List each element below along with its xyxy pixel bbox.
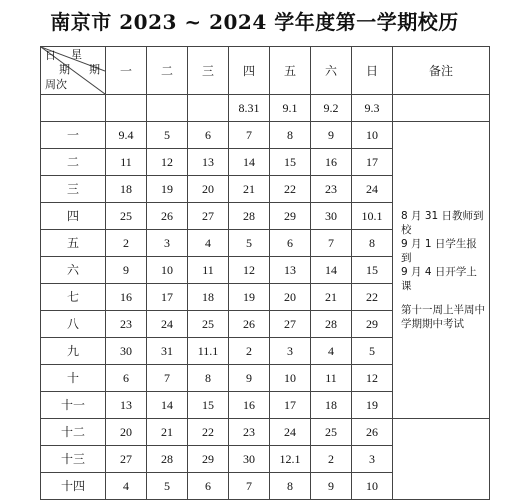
date-cell-sat: 28	[311, 311, 352, 338]
date-cell-thu: 7	[229, 122, 270, 149]
week-number-cell: 十四	[41, 473, 106, 500]
date-cell-sun: 22	[352, 284, 393, 311]
date-cell-sat: 2	[311, 446, 352, 473]
day-header-sun: 日	[352, 47, 393, 95]
note-line: 第十一周上半周中	[401, 304, 485, 316]
date-cell-fri: 24	[270, 419, 311, 446]
date-cell-wed: 29	[188, 446, 229, 473]
week-number-cell	[41, 95, 106, 122]
date-cell-sat: 11	[311, 365, 352, 392]
date-cell-tue: 14	[147, 392, 188, 419]
date-cell-sun: 19	[352, 392, 393, 419]
corner-label-xing: 星	[71, 48, 82, 61]
date-cell-tue: 12	[147, 149, 188, 176]
date-cell-mon: 9.4	[106, 122, 147, 149]
date-cell-sun: 12	[352, 365, 393, 392]
date-cell-thu: 7	[229, 473, 270, 500]
date-cell-thu: 2	[229, 338, 270, 365]
school-calendar-table	[40, 46, 490, 500]
date-cell-fri: 12.1	[270, 446, 311, 473]
notes-header: 备注	[393, 47, 490, 95]
date-cell-fri: 8	[270, 473, 311, 500]
date-cell-mon: 20	[106, 419, 147, 446]
date-cell-mon	[106, 95, 147, 122]
week-number-cell: 一	[41, 122, 106, 149]
date-cell-fri: 29	[270, 203, 311, 230]
date-cell-wed: 11.1	[188, 338, 229, 365]
date-cell-sat: 23	[311, 176, 352, 203]
date-cell-wed: 22	[188, 419, 229, 446]
corner-label-ri: 日	[45, 49, 56, 62]
date-cell-sun: 8	[352, 230, 393, 257]
date-cell-thu: 28	[229, 203, 270, 230]
date-cell-wed: 20	[188, 176, 229, 203]
date-cell-sat: 7	[311, 230, 352, 257]
date-cell-fri: 22	[270, 176, 311, 203]
date-cell-fri: 9.1	[270, 95, 311, 122]
date-cell-fri: 27	[270, 311, 311, 338]
date-cell-tue: 26	[147, 203, 188, 230]
date-cell-mon: 27	[106, 446, 147, 473]
date-cell-sat: 25	[311, 419, 352, 446]
day-header-tue: 二	[147, 47, 188, 95]
date-cell-wed: 6	[188, 473, 229, 500]
date-cell-fri: 15	[270, 149, 311, 176]
date-cell-mon: 11	[106, 149, 147, 176]
date-cell-tue: 17	[147, 284, 188, 311]
day-header-fri: 五	[270, 47, 311, 95]
page-title: 南京市 2023 ~ 2024 学年度第一学期校历	[50, 10, 459, 34]
date-cell-fri: 8	[270, 122, 311, 149]
date-cell-mon: 25	[106, 203, 147, 230]
date-cell-wed: 27	[188, 203, 229, 230]
notes-cell	[393, 122, 490, 419]
date-cell-sun: 17	[352, 149, 393, 176]
date-cell-fri: 20	[270, 284, 311, 311]
notes-spacer	[401, 293, 485, 303]
note-line: 9 月 4 日开学上课	[401, 266, 477, 292]
note-line: 学期期中考试	[401, 318, 464, 330]
date-cell-sun: 29	[352, 311, 393, 338]
day-header-wed: 三	[188, 47, 229, 95]
date-cell-tue: 3	[147, 230, 188, 257]
date-cell-sat: 9.2	[311, 95, 352, 122]
date-cell-wed: 18	[188, 284, 229, 311]
week-number-cell: 六	[41, 257, 106, 284]
week-number-cell: 十	[41, 365, 106, 392]
notes-lower-cell	[393, 419, 490, 500]
date-cell-sun: 15	[352, 257, 393, 284]
week-number-cell: 四	[41, 203, 106, 230]
week-number-cell: 十三	[41, 446, 106, 473]
date-cell-wed: 11	[188, 257, 229, 284]
date-cell-sun: 10	[352, 473, 393, 500]
week-number-cell: 三	[41, 176, 106, 203]
date-cell-wed: 13	[188, 149, 229, 176]
corner-header-cell	[41, 47, 106, 95]
calendar-week-row	[41, 122, 490, 149]
date-cell-sat: 4	[311, 338, 352, 365]
calendar-week-row	[41, 95, 490, 122]
date-cell-thu: 21	[229, 176, 270, 203]
date-cell-thu: 30	[229, 446, 270, 473]
date-cell-fri: 13	[270, 257, 311, 284]
date-cell-sun: 3	[352, 446, 393, 473]
day-header-mon: 一	[106, 47, 147, 95]
date-cell-sun: 9.3	[352, 95, 393, 122]
date-cell-mon: 9	[106, 257, 147, 284]
day-header-sat: 六	[311, 47, 352, 95]
week-number-cell: 十一	[41, 392, 106, 419]
calendar-week-row	[41, 419, 490, 446]
week-number-cell: 二	[41, 149, 106, 176]
day-header-thu: 四	[229, 47, 270, 95]
date-cell-thu: 8.31	[229, 95, 270, 122]
date-cell-wed: 6	[188, 122, 229, 149]
date-cell-tue	[147, 95, 188, 122]
date-cell-thu: 5	[229, 230, 270, 257]
date-cell-thu: 14	[229, 149, 270, 176]
date-cell-mon: 16	[106, 284, 147, 311]
date-cell-sat: 18	[311, 392, 352, 419]
date-cell-mon: 2	[106, 230, 147, 257]
date-cell-mon: 30	[106, 338, 147, 365]
week-number-cell: 七	[41, 284, 106, 311]
date-cell-thu: 16	[229, 392, 270, 419]
date-cell-fri: 10	[270, 365, 311, 392]
date-cell-tue: 19	[147, 176, 188, 203]
corner-label-zhouci: 周次	[45, 78, 67, 91]
date-cell-sun: 26	[352, 419, 393, 446]
calendar-body	[41, 95, 490, 500]
date-cell-sun: 5	[352, 338, 393, 365]
week-number-cell: 五	[41, 230, 106, 257]
header-row	[41, 47, 490, 95]
note-line: 8 月 31 日教师到校	[401, 210, 484, 236]
date-cell-tue: 7	[147, 365, 188, 392]
date-cell-wed: 8	[188, 365, 229, 392]
date-cell-wed: 25	[188, 311, 229, 338]
date-cell-sat: 30	[311, 203, 352, 230]
date-cell-wed	[188, 95, 229, 122]
date-cell-thu: 19	[229, 284, 270, 311]
corner-label-qi-right: 期	[89, 63, 100, 76]
date-cell-tue: 5	[147, 122, 188, 149]
week-number-cell: 十二	[41, 419, 106, 446]
notes-empty-cell	[393, 95, 490, 122]
date-cell-thu: 12	[229, 257, 270, 284]
date-cell-wed: 4	[188, 230, 229, 257]
date-cell-fri: 3	[270, 338, 311, 365]
date-cell-sat: 9	[311, 473, 352, 500]
date-cell-thu: 23	[229, 419, 270, 446]
date-cell-tue: 21	[147, 419, 188, 446]
date-cell-sat: 21	[311, 284, 352, 311]
date-cell-tue: 24	[147, 311, 188, 338]
date-cell-fri: 17	[270, 392, 311, 419]
date-cell-sun: 24	[352, 176, 393, 203]
date-cell-tue: 10	[147, 257, 188, 284]
date-cell-mon: 18	[106, 176, 147, 203]
date-cell-sun: 10	[352, 122, 393, 149]
note-line: 9 月 1 日学生报到	[401, 238, 477, 264]
date-cell-tue: 31	[147, 338, 188, 365]
date-cell-thu: 26	[229, 311, 270, 338]
corner-label-qi-left: 期	[59, 63, 70, 76]
date-cell-sat: 14	[311, 257, 352, 284]
date-cell-thu: 9	[229, 365, 270, 392]
date-cell-mon: 4	[106, 473, 147, 500]
date-cell-fri: 6	[270, 230, 311, 257]
date-cell-sat: 9	[311, 122, 352, 149]
date-cell-mon: 23	[106, 311, 147, 338]
date-cell-tue: 5	[147, 473, 188, 500]
date-cell-mon: 6	[106, 365, 147, 392]
date-cell-wed: 15	[188, 392, 229, 419]
date-cell-sat: 16	[311, 149, 352, 176]
date-cell-mon: 13	[106, 392, 147, 419]
date-cell-sun: 10.1	[352, 203, 393, 230]
week-number-cell: 八	[41, 311, 106, 338]
date-cell-tue: 28	[147, 446, 188, 473]
week-number-cell: 九	[41, 338, 106, 365]
